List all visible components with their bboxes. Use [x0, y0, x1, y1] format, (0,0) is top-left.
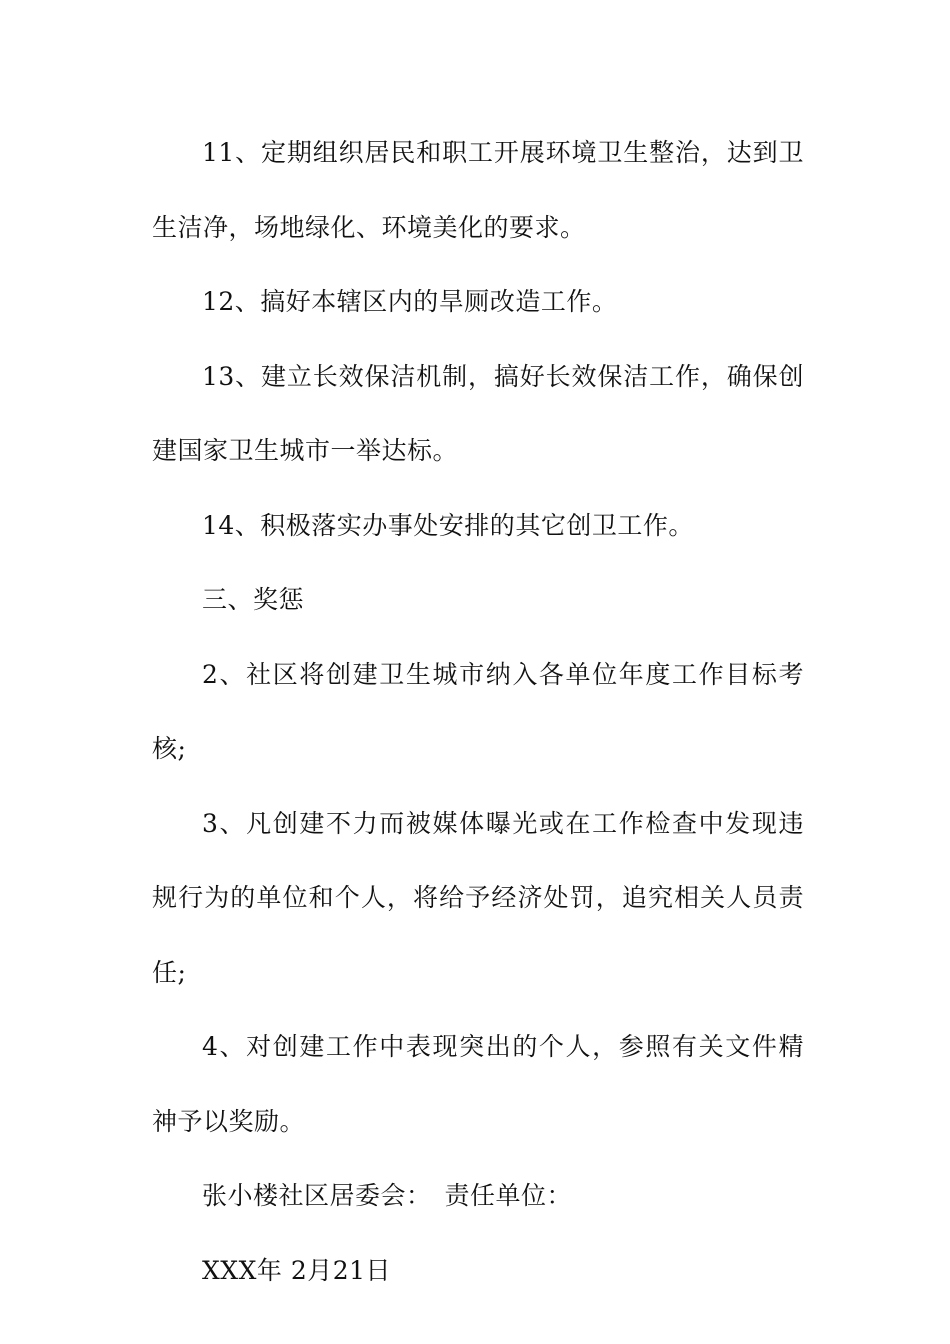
- paragraph-item-4: 4、对创建工作中表现突出的个人，参照有关文件精神予以奖励。: [152, 1032, 804, 1136]
- document-body: [152, 116, 804, 1308]
- paragraph-item-3: 3、凡创建不力而被媒体曝光或在工作检查中发现违规行为的单位和个人，将给予经济处罚，追究相关人员责任;: [152, 808, 804, 987]
- paragraph-item-13: 13、建立长效保洁机制，搞好长效保洁工作，确保创建国家卫生城市一举达标。: [152, 361, 804, 465]
- date-line: XXX年 2月21日: [202, 1255, 392, 1285]
- paragraph-item-2: 2、社区将创建卫生城市纳入各单位年度工作目标考核;: [152, 659, 804, 763]
- paragraph-item-12: 12、搞好本辖区内的旱厕改造工作。: [202, 287, 618, 316]
- section-heading-rewards: 三、奖惩: [202, 585, 305, 614]
- paragraph-item-11: 11、定期组织居民和职工开展环境卫生整治，达到卫生洁净，场地绿化、环境美化的要求。: [152, 138, 804, 242]
- signature-line: 张小楼社区居委会： 责任单位：: [202, 1181, 573, 1210]
- paragraph-item-14: 14、积极落实办事处安排的其它创卫工作。: [202, 510, 694, 540]
